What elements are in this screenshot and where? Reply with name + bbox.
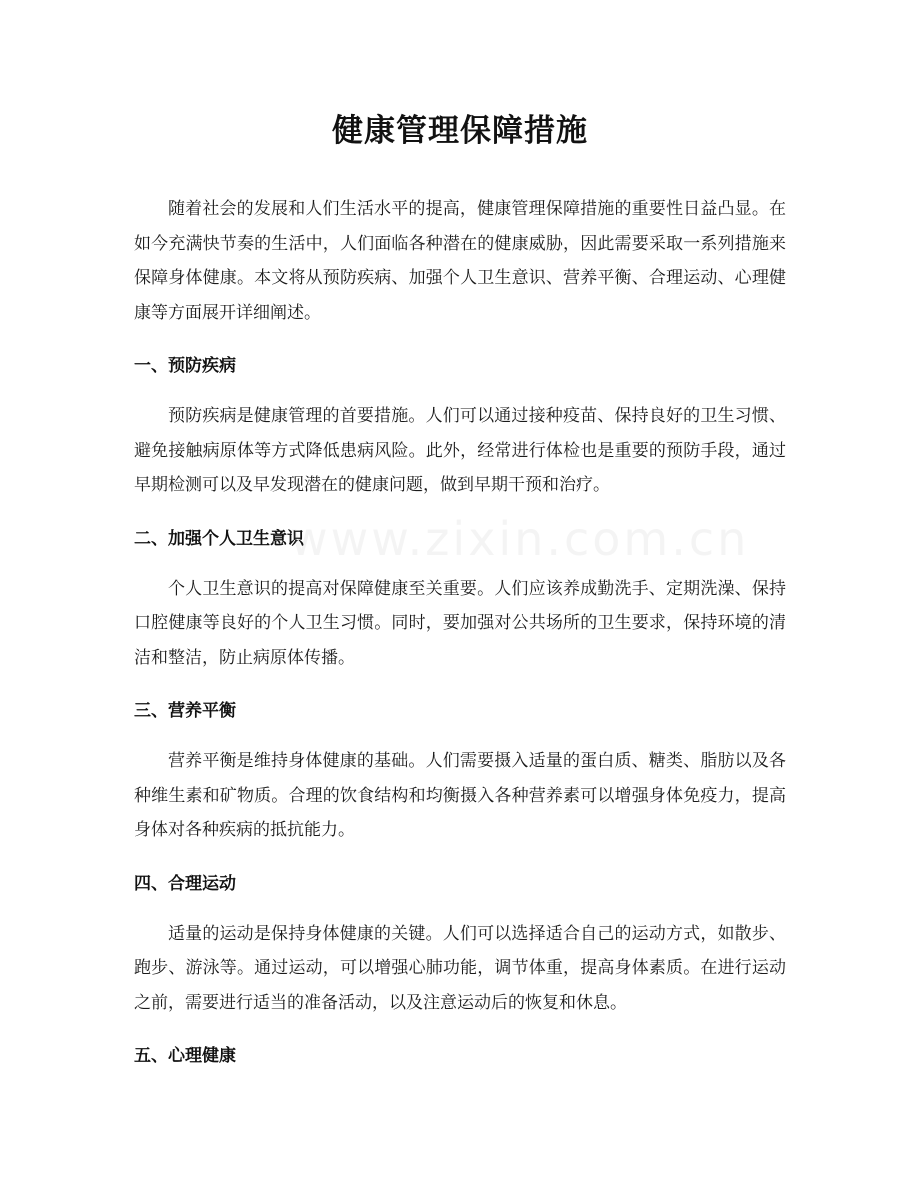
section-heading-reasonable-exercise: 四、合理运动 (134, 873, 236, 894)
intro-paragraph: 随着社会的发展和人们生活水平的提高，健康管理保障措施的重要性日益凸显。在如今充满快节奏的生活中，人们面临各种潜在的健康威胁，因此需要采取一系列措施来保障身体健康。本文将从预防疾病、加强个人卫生意识、营养平衡、合理运动、心理健康等方面展开详细阐述。 (134, 199, 786, 323)
document-title: 健康管理保障措施 (332, 113, 588, 149)
section-body-reasonable-exercise: 适量的运动是保持身体健康的关键。人们可以选择适合自己的运动方式，如散步、跑步、游泳等。通过运动，可以增强心肺功能，调节体重，提高身体素质。在进行运动之前，需要进行适当的准备活动，以及注意运动后的恢复和休息。 (134, 923, 786, 1013)
watermark-text: www.zixin.com.cn (290, 512, 750, 566)
section-body-personal-hygiene: 个人卫生意识的提高对保障健康至关重要。人们应该养成勤洗手、定期洗澡、保持口腔健康等良好的个人卫生习惯。同时，要加强对公共场所的卫生要求，保持环境的清洁和整洁，防止病原体传播。 (134, 578, 786, 668)
section-heading-nutrition-balance: 三、营养平衡 (134, 701, 236, 721)
section-heading-personal-hygiene: 二、加强个人卫生意识 (134, 528, 304, 549)
section-heading-mental-health: 五、心理健康 (134, 1046, 236, 1066)
section-heading-prevent-disease: 一、预防疾病 (134, 356, 236, 376)
section-body-prevent-disease: 预防疾病是健康管理的首要措施。人们可以通过接种疫苗、保持良好的卫生习惯、避免接触病原体等方式降低患病风险。此外，经常进行体检也是重要的预防手段，通过早期检测可以及早发现潜在的健康问题，做到早期干预和治疗。 (134, 406, 786, 495)
section-body-nutrition-balance: 营养平衡是维持身体健康的基础。人们需要摄入适量的蛋白质、糖类、脂肪以及各种维生素和矿物质。合理的饮食结构和均衡摄入各种营养素可以增强身体免疫力，提高身体对各种疾病的抵抗能力。 (134, 751, 786, 840)
